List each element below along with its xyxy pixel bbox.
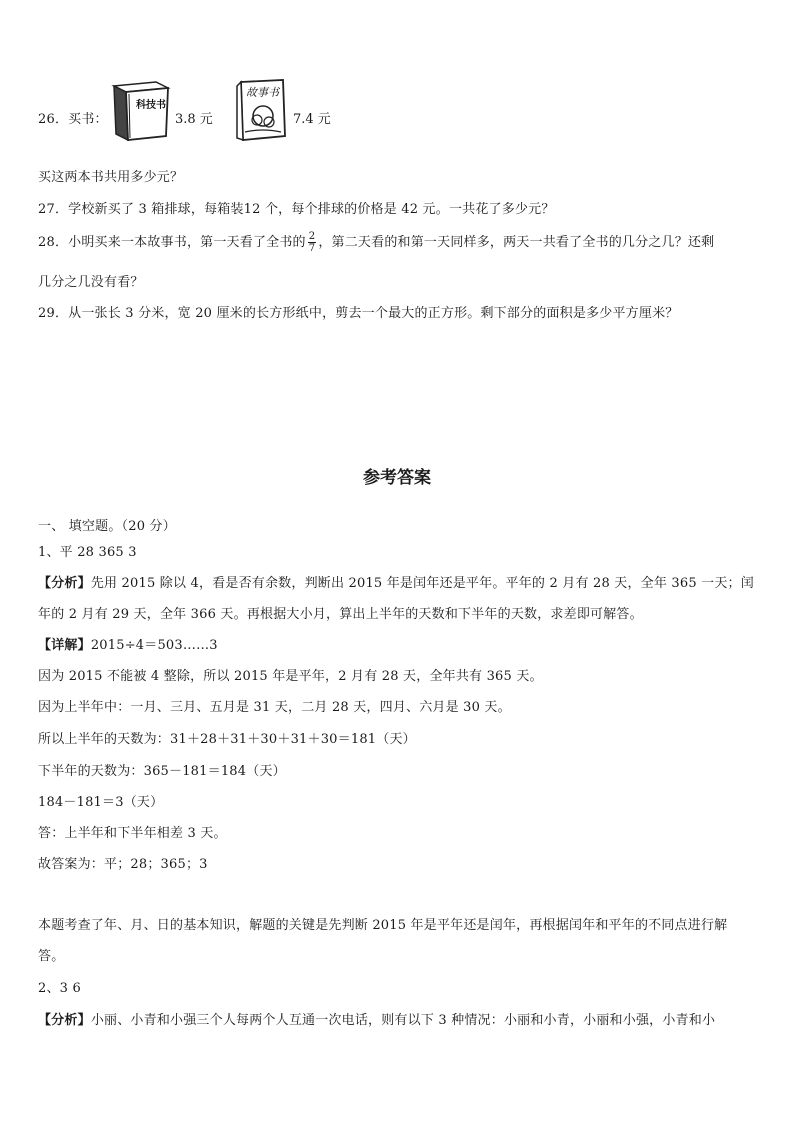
q26-question: 买这两本书共用多少元？	[38, 170, 184, 185]
detail-text-1: 2015÷4＝503……3	[90, 638, 218, 653]
answer-1-line-7: 答：上半年和下半年相差 3 天。	[38, 826, 227, 841]
answer-1-head: 1、平 28 365 3	[38, 545, 137, 560]
science-book-image	[110, 80, 172, 142]
answer-1-detail	[38, 634, 218, 653]
answer-1-line-8: 故答案为：平；28；365；3	[38, 857, 208, 872]
answer-1-line-4: 所以上半年的天数为：31＋28＋31＋30＋31＋30＝181（天）	[38, 732, 416, 747]
analysis-tag: 【分析】	[38, 576, 91, 591]
frac-denominator: 7	[308, 243, 316, 254]
q27-text: 27．学校新买了 3 箱排球，每箱装12 个，每个排球的价格是 42 元。一共花了多少元？	[38, 202, 555, 217]
q28-after: ，第二天看的和第一天同样多，两天一共看了全书的几分之几？还剩	[318, 235, 715, 250]
fraction-two-sevenths	[308, 231, 317, 254]
q28-line1	[38, 231, 714, 254]
q26-label: 26．买书：	[38, 112, 108, 127]
answer-1-analysis-2: 年的 2 月有 29 天，全年 366 天。再根据大小月，算出上半年的天数和下半年的天数，求差即可解答。	[38, 607, 643, 622]
answer-1-line-2: 因为 2015 不能被 4 整除，所以 2015 年是平年，2 月有 28 天，全年共有 365 天。	[38, 669, 543, 684]
analysis-2-text-1: 小丽、小青和小强三个人每两个人互通一次电话，则有以下 3 种情况：小丽和小青，小丽和小强，小青和小	[90, 1013, 716, 1028]
answer-title: 参考答案	[363, 468, 431, 488]
section-heading: 一、 填空题。（20 分）	[38, 519, 176, 534]
answer-2-head: 2、3 6	[38, 981, 81, 996]
q28-before: 28．小明买来一本故事书，第一天看了全书的	[38, 235, 306, 250]
detail-tag: 【详解】	[38, 638, 91, 653]
answer-1-line-3: 因为上半年中：一月、三月、五月是 31 天，二月 28 天，四月、六月是 30 天。	[38, 700, 511, 715]
answer-2-analysis	[38, 1009, 715, 1028]
answer-1-analysis	[38, 572, 754, 591]
book2-title: 故事书	[246, 86, 279, 99]
answer-1-line-10: 答。	[38, 949, 65, 964]
answer-1-line-6: 184－181＝3（天）	[38, 795, 164, 810]
analysis-text-1: 先用 2015 除以 4，看是否有余数，判断出 2015 年是闰年还是平年。平年的 2 月有 28 天，全年 365 一天；闰	[90, 576, 754, 591]
q29-text: 29．从一张长 3 分米，宽 20 厘米的长方形纸中，剪去一个最大的正方形。剩下部分的面积是多少平方厘米？	[38, 306, 679, 321]
book2-price: 7.4 元	[293, 112, 331, 127]
analysis-tag-2: 【分析】	[38, 1013, 91, 1028]
frac-numerator: 2	[308, 231, 316, 242]
answer-1-line-5: 下半年的天数为：365－181＝184（天）	[38, 764, 286, 779]
q28-line2: 几分之几没有看？	[38, 275, 144, 290]
book1-title: 科技书	[136, 100, 166, 111]
answer-1-line-9: 本题考查了年、月、日的基本知识，解题的关键是先判断 2015 年是平年还是闰年，再根据闰年和平年的不同点进行解	[38, 918, 728, 933]
book1-price: 3.8 元	[175, 112, 213, 127]
story-book-image	[233, 78, 289, 142]
